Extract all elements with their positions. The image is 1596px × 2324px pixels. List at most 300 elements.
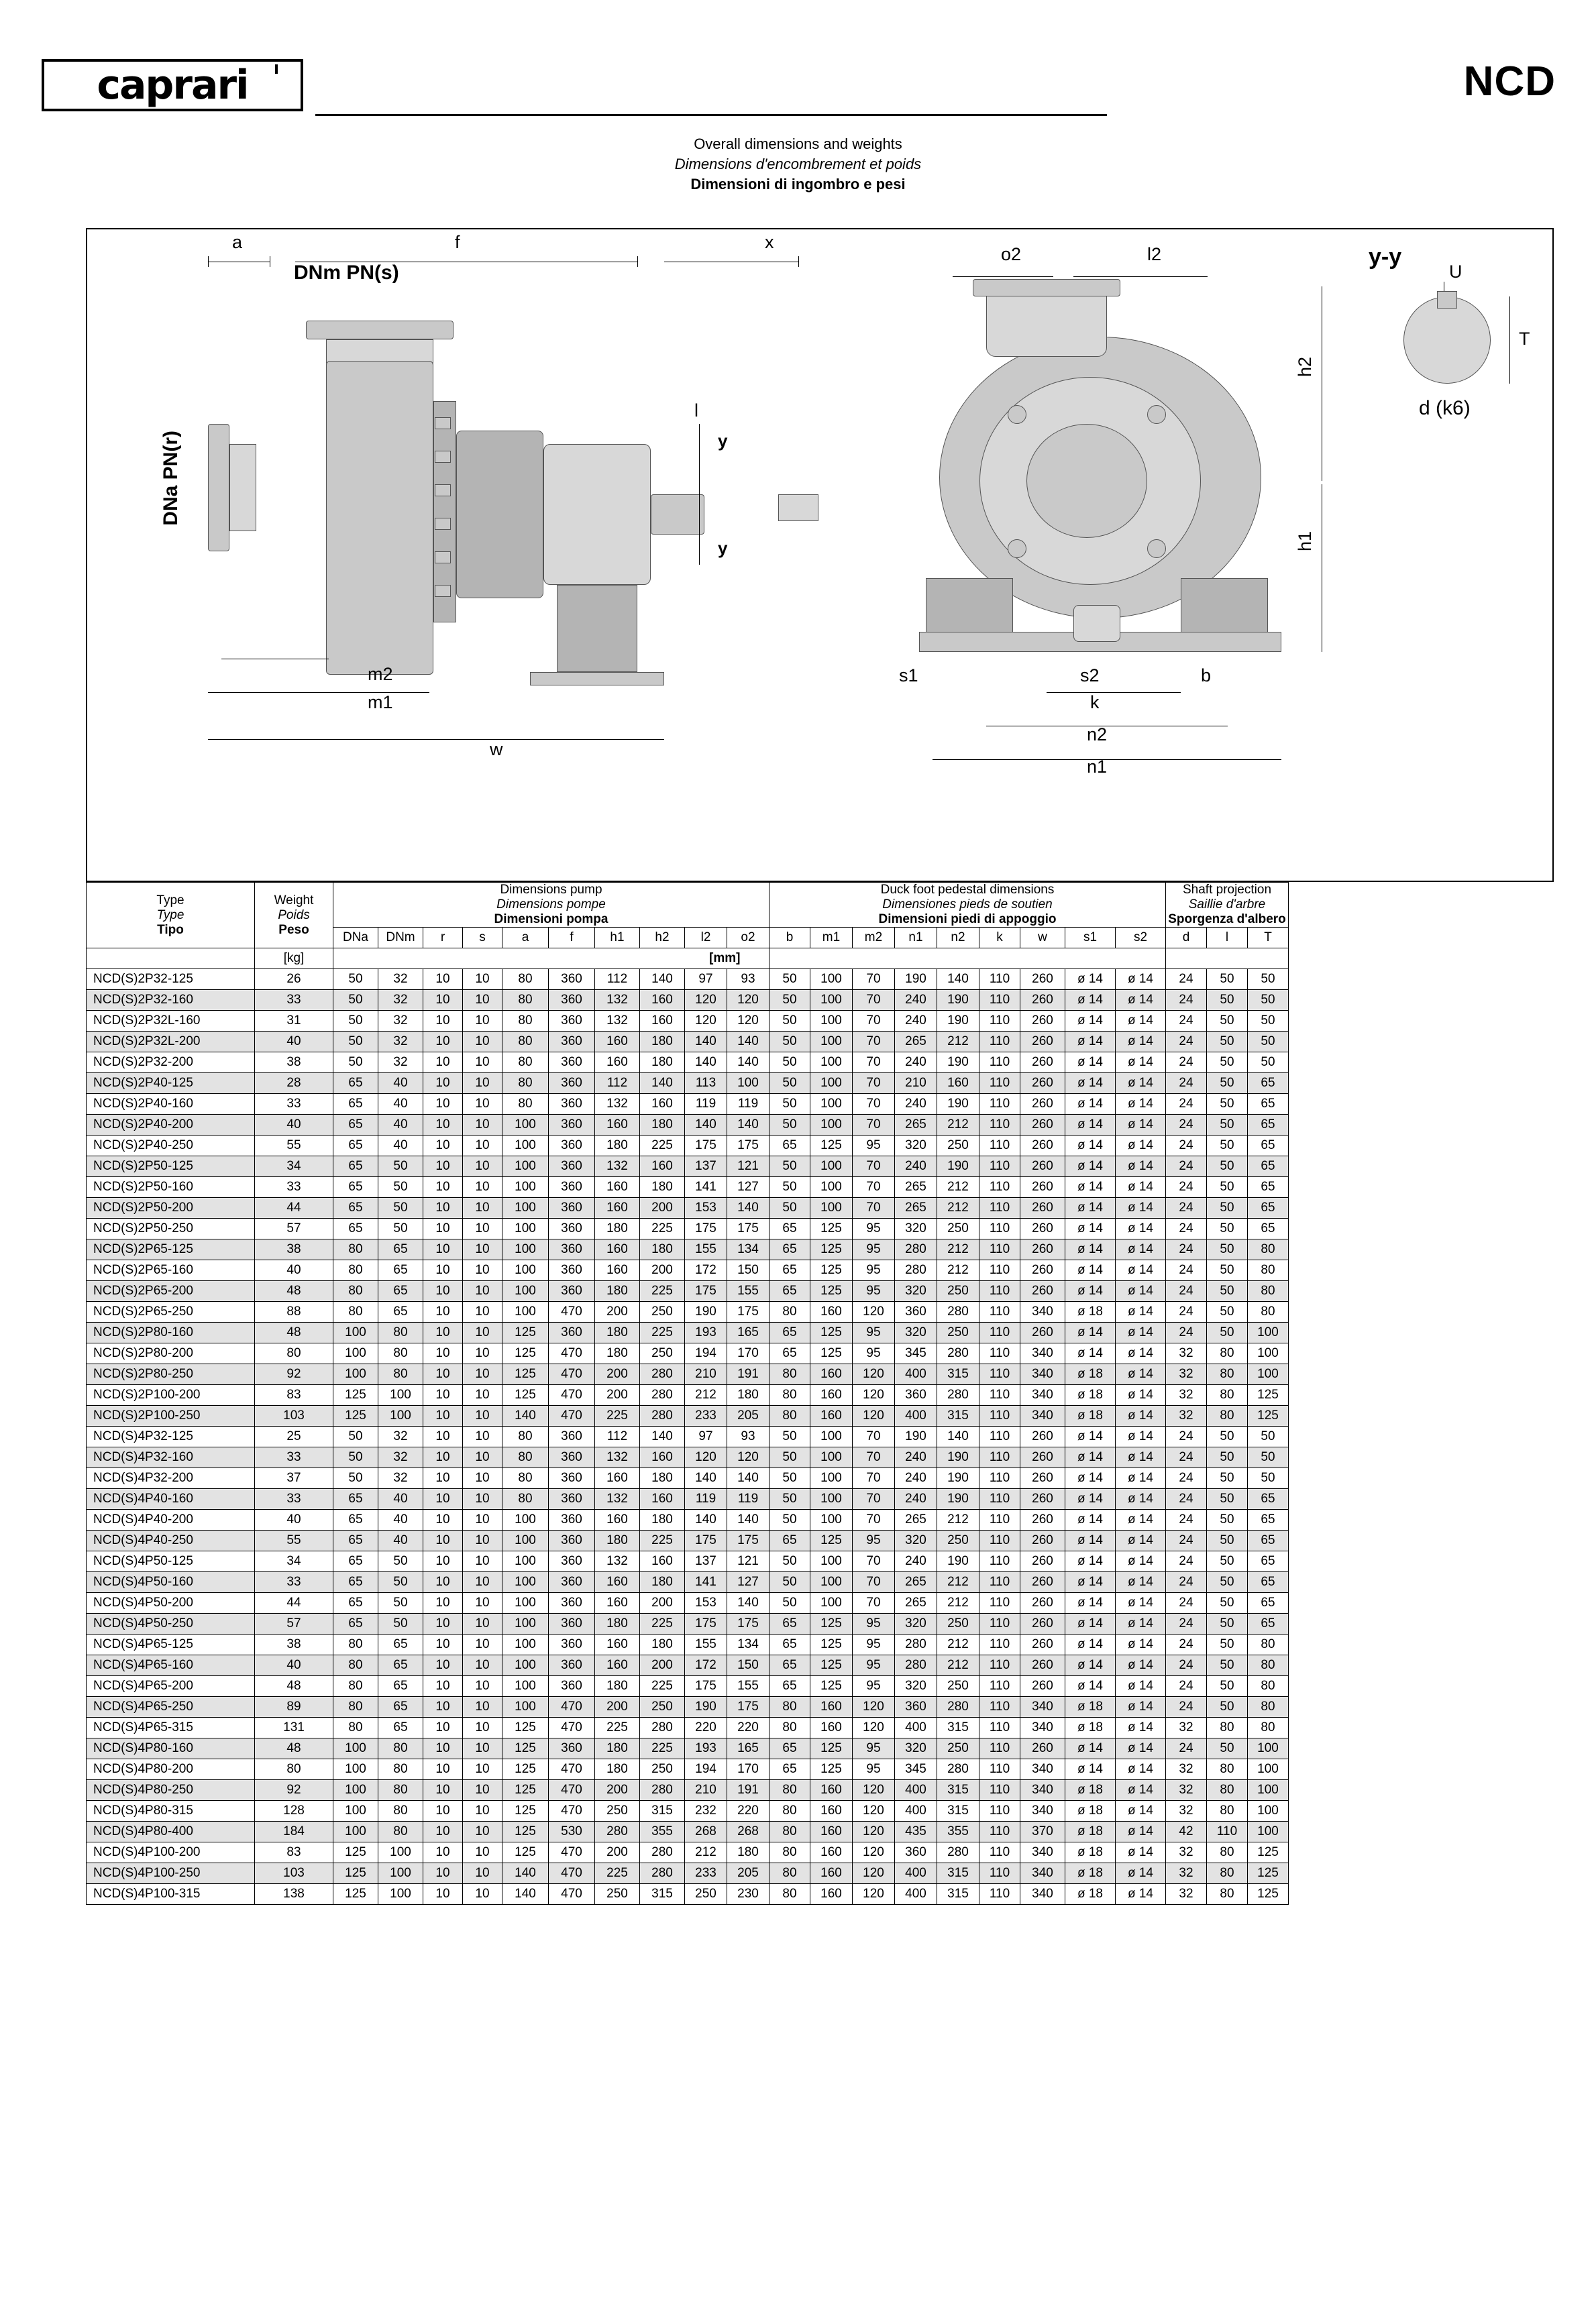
- cell-type: NCD(S)2P50-200: [87, 1198, 255, 1219]
- cell-m1: 160: [810, 1364, 853, 1385]
- table-row[interactable]: [87, 1738, 1289, 1759]
- cell-DNm: 65: [378, 1239, 423, 1260]
- cell-a: 125: [502, 1718, 549, 1738]
- cell-l2: 212: [685, 1842, 727, 1863]
- table-row[interactable]: [87, 1302, 1289, 1323]
- cell-r: 10: [423, 1281, 463, 1302]
- cell-o2: 134: [727, 1239, 769, 1260]
- table-row[interactable]: [87, 1177, 1289, 1198]
- cell-DNa: 65: [333, 1198, 378, 1219]
- cell-w: 260: [1020, 1738, 1065, 1759]
- cell-l2: 153: [685, 1198, 727, 1219]
- col-s1: s1: [1065, 928, 1116, 948]
- cell-b: 50: [769, 1073, 810, 1094]
- cell-weight: 33: [255, 1572, 333, 1593]
- cell-k: 110: [979, 1219, 1020, 1239]
- cell-DNa: 65: [333, 1531, 378, 1551]
- table-row[interactable]: [87, 1655, 1289, 1676]
- cell-m1: 160: [810, 1780, 853, 1801]
- cell-DNa: 80: [333, 1676, 378, 1697]
- cell-h2: 140: [640, 1073, 685, 1094]
- table-row[interactable]: [87, 1572, 1289, 1593]
- cell-w: 340: [1020, 1718, 1065, 1738]
- cell-l2: 119: [685, 1094, 727, 1115]
- cell-weight: 38: [255, 1635, 333, 1655]
- cell-d: 24: [1166, 1655, 1207, 1676]
- cell-r: 10: [423, 1738, 463, 1759]
- cell-s: 10: [463, 1385, 502, 1406]
- cell-r: 10: [423, 1759, 463, 1780]
- cell-o2: 134: [727, 1635, 769, 1655]
- cell-d: 24: [1166, 990, 1207, 1011]
- cell-type: NCD(S)4P80-160: [87, 1738, 255, 1759]
- bolt: [435, 484, 451, 496]
- cell-h1: 132: [595, 1489, 640, 1510]
- table-row[interactable]: [87, 1593, 1289, 1614]
- cell-s1: ø 14: [1065, 1052, 1116, 1073]
- cell-w: 260: [1020, 1073, 1065, 1094]
- table-row[interactable]: [87, 1052, 1289, 1073]
- cell-T: 50: [1248, 1468, 1289, 1489]
- cell-o2: 170: [727, 1343, 769, 1364]
- cell-s1: ø 14: [1065, 1614, 1116, 1635]
- table-row[interactable]: [87, 1676, 1289, 1697]
- cell-n1: 190: [895, 1427, 937, 1447]
- cell-h1: 112: [595, 1073, 640, 1094]
- cell-r: 10: [423, 990, 463, 1011]
- cell-a: 125: [502, 1801, 549, 1822]
- table-row[interactable]: [87, 1219, 1289, 1239]
- cell-n1: 400: [895, 1406, 937, 1427]
- cell-T: 100: [1248, 1759, 1289, 1780]
- cell-a: 80: [502, 1032, 549, 1052]
- cell-DNa: 65: [333, 1551, 378, 1572]
- table-row[interactable]: [87, 990, 1289, 1011]
- cell-b: 50: [769, 1177, 810, 1198]
- cell-o2: 119: [727, 1094, 769, 1115]
- cell-k: 110: [979, 1052, 1020, 1073]
- table-row[interactable]: [87, 1198, 1289, 1219]
- cell-d: 24: [1166, 1032, 1207, 1052]
- table-row[interactable]: [87, 1863, 1289, 1884]
- cell-n2: 212: [937, 1572, 979, 1593]
- table-row[interactable]: [87, 1073, 1289, 1094]
- section-line: [699, 424, 700, 565]
- cell-h2: 315: [640, 1801, 685, 1822]
- shaft-section: [1403, 296, 1491, 384]
- cell-s2: ø 14: [1116, 990, 1166, 1011]
- cell-DNa: 80: [333, 1635, 378, 1655]
- label-l: l: [694, 400, 698, 421]
- cell-b: 80: [769, 1801, 810, 1822]
- lantern-bracket: [456, 431, 543, 598]
- cell-d: 24: [1166, 1239, 1207, 1260]
- cell-weight: 44: [255, 1593, 333, 1614]
- table-row[interactable]: [87, 1780, 1289, 1801]
- table-row[interactable]: [87, 1759, 1289, 1780]
- cell-w: 260: [1020, 1115, 1065, 1136]
- cell-s2: ø 14: [1116, 1177, 1166, 1198]
- cell-l2: 140: [685, 1510, 727, 1531]
- table-row[interactable]: [87, 1697, 1289, 1718]
- cell-f: 360: [549, 1136, 595, 1156]
- cell-m2: 95: [853, 1635, 895, 1655]
- cell-k: 110: [979, 1614, 1020, 1635]
- pump-casing: [326, 361, 433, 675]
- cell-o2: 150: [727, 1260, 769, 1281]
- cell-type: NCD(S)4P65-200: [87, 1676, 255, 1697]
- cell-k: 110: [979, 1343, 1020, 1364]
- cell-h1: 250: [595, 1884, 640, 1905]
- cell-T: 50: [1248, 1447, 1289, 1468]
- cell-s: 10: [463, 1489, 502, 1510]
- cell-m2: 95: [853, 1343, 895, 1364]
- cell-b: 65: [769, 1219, 810, 1239]
- cell-weight: 33: [255, 990, 333, 1011]
- cell-k: 110: [979, 1323, 1020, 1343]
- cell-a: 100: [502, 1281, 549, 1302]
- cell-s2: ø 14: [1116, 1447, 1166, 1468]
- cell-DNm: 32: [378, 1052, 423, 1073]
- cell-r: 10: [423, 1011, 463, 1032]
- cell-DNm: 40: [378, 1510, 423, 1531]
- cell-a: 100: [502, 1219, 549, 1239]
- cell-n2: 212: [937, 1635, 979, 1655]
- cell-DNa: 125: [333, 1884, 378, 1905]
- cell-h2: 225: [640, 1738, 685, 1759]
- cell-a: 100: [502, 1551, 549, 1572]
- cell-d: 24: [1166, 1697, 1207, 1718]
- cell-b: 65: [769, 1635, 810, 1655]
- table-row[interactable]: [87, 1011, 1289, 1032]
- table-row[interactable]: [87, 1718, 1289, 1738]
- cell-r: 10: [423, 1468, 463, 1489]
- cell-f: 360: [549, 1614, 595, 1635]
- cell-w: 260: [1020, 1323, 1065, 1343]
- cell-n1: 320: [895, 1738, 937, 1759]
- table-row[interactable]: [87, 1406, 1289, 1427]
- cell-m2: 120: [853, 1385, 895, 1406]
- col-T: T: [1248, 928, 1289, 948]
- cell-h2: 280: [640, 1385, 685, 1406]
- header-foot-en: Duck foot pedestal dimensions: [880, 883, 1055, 897]
- cell-s2: ø 14: [1116, 1385, 1166, 1406]
- cell-k: 110: [979, 1489, 1020, 1510]
- cell-m2: 120: [853, 1697, 895, 1718]
- cell-a: 125: [502, 1343, 549, 1364]
- cell-a: 125: [502, 1842, 549, 1863]
- table-row[interactable]: [87, 1551, 1289, 1572]
- cell-s2: ø 14: [1116, 1863, 1166, 1884]
- cell-s2: ø 14: [1116, 1156, 1166, 1177]
- col-w: w: [1020, 928, 1065, 948]
- cell-h2: 250: [640, 1343, 685, 1364]
- table-row[interactable]: [87, 1614, 1289, 1635]
- col-l: l: [1207, 928, 1248, 948]
- cell-h2: 250: [640, 1697, 685, 1718]
- cell-s: 10: [463, 969, 502, 990]
- cell-k: 110: [979, 1281, 1020, 1302]
- cell-m2: 70: [853, 1011, 895, 1032]
- label-u: U: [1449, 262, 1462, 282]
- cell-o2: 175: [727, 1614, 769, 1635]
- cell-o2: 140: [727, 1115, 769, 1136]
- cell-l2: 193: [685, 1738, 727, 1759]
- cell-h1: 160: [595, 1260, 640, 1281]
- table-row[interactable]: [87, 1385, 1289, 1406]
- header-pump-it: Dimensioni pompa: [494, 912, 608, 926]
- cell-l: 80: [1207, 1780, 1248, 1801]
- cell-k: 110: [979, 1738, 1020, 1759]
- cell-s: 10: [463, 1593, 502, 1614]
- cell-b: 65: [769, 1343, 810, 1364]
- table-row[interactable]: [87, 1156, 1289, 1177]
- cell-r: 10: [423, 1385, 463, 1406]
- header-weight-it: Peso: [278, 922, 309, 937]
- cell-s1: ø 14: [1065, 1759, 1116, 1780]
- cell-l2: 140: [685, 1052, 727, 1073]
- cell-weight: 103: [255, 1863, 333, 1884]
- table-row[interactable]: [87, 1884, 1289, 1905]
- cell-r: 10: [423, 1593, 463, 1614]
- cell-f: 360: [549, 1738, 595, 1759]
- cell-T: 65: [1248, 1177, 1289, 1198]
- cell-s1: ø 18: [1065, 1822, 1116, 1842]
- cell-s1: ø 14: [1065, 1073, 1116, 1094]
- cell-h2: 180: [640, 1635, 685, 1655]
- cell-s2: ø 14: [1116, 1531, 1166, 1551]
- cell-n1: 265: [895, 1593, 937, 1614]
- table-row[interactable]: [87, 1822, 1289, 1842]
- cell-weight: 33: [255, 1094, 333, 1115]
- cell-n2: 280: [937, 1385, 979, 1406]
- cell-type: NCD(S)2P32-125: [87, 969, 255, 990]
- cell-s: 10: [463, 1260, 502, 1281]
- cell-b: 80: [769, 1302, 810, 1323]
- cell-s1: ø 14: [1065, 1510, 1116, 1531]
- cell-f: 360: [549, 1260, 595, 1281]
- table-row[interactable]: [87, 1343, 1289, 1364]
- cell-h1: 112: [595, 1427, 640, 1447]
- cell-T: 50: [1248, 1052, 1289, 1073]
- cell-s2: ø 14: [1116, 1738, 1166, 1759]
- cell-s2: ø 14: [1116, 1073, 1166, 1094]
- header-type-en: Type: [156, 893, 184, 907]
- cell-s2: ø 14: [1116, 1635, 1166, 1655]
- cell-l: 50: [1207, 1260, 1248, 1281]
- table-row[interactable]: [87, 1364, 1289, 1385]
- cell-a: 100: [502, 1198, 549, 1219]
- cell-s1: ø 14: [1065, 1115, 1116, 1136]
- cell-w: 340: [1020, 1863, 1065, 1884]
- cell-s: 10: [463, 1239, 502, 1260]
- table-row[interactable]: [87, 1115, 1289, 1136]
- col-h2: h2: [640, 928, 685, 948]
- cell-DNa: 65: [333, 1489, 378, 1510]
- label-s2: s2: [1080, 665, 1100, 685]
- cell-n2: 212: [937, 1198, 979, 1219]
- cell-o2: 205: [727, 1863, 769, 1884]
- cell-s: 10: [463, 1032, 502, 1052]
- cell-m1: 160: [810, 1863, 853, 1884]
- cell-l2: 97: [685, 969, 727, 990]
- cell-s2: ø 14: [1116, 1198, 1166, 1219]
- cell-m1: 160: [810, 1385, 853, 1406]
- table-row[interactable]: [87, 1239, 1289, 1260]
- cell-b: 50: [769, 969, 810, 990]
- cell-DNm: 65: [378, 1281, 423, 1302]
- cell-s: 10: [463, 1115, 502, 1136]
- cell-weight: 33: [255, 1447, 333, 1468]
- col-n1: n1: [895, 928, 937, 948]
- cell-f: 470: [549, 1801, 595, 1822]
- label-n1: n1: [1087, 757, 1108, 777]
- cell-h1: 132: [595, 1094, 640, 1115]
- cell-T: 125: [1248, 1385, 1289, 1406]
- cell-h2: 225: [640, 1219, 685, 1239]
- cell-k: 110: [979, 1136, 1020, 1156]
- cell-weight: 40: [255, 1260, 333, 1281]
- cell-m2: 70: [853, 1073, 895, 1094]
- cell-a: 140: [502, 1863, 549, 1884]
- cell-l2: 172: [685, 1655, 727, 1676]
- table-row[interactable]: [87, 1468, 1289, 1489]
- cell-s1: ø 14: [1065, 1239, 1116, 1260]
- cell-m1: 100: [810, 1032, 853, 1052]
- table-row[interactable]: [87, 1323, 1289, 1343]
- cell-k: 110: [979, 1780, 1020, 1801]
- cell-DNa: 125: [333, 1863, 378, 1884]
- table-row[interactable]: [87, 1427, 1289, 1447]
- cell-f: 470: [549, 1697, 595, 1718]
- cell-DNa: 80: [333, 1655, 378, 1676]
- table-row[interactable]: [87, 1260, 1289, 1281]
- col-r: r: [423, 928, 463, 948]
- cell-type: NCD(S)4P100-315: [87, 1884, 255, 1905]
- table-row[interactable]: [87, 1842, 1289, 1863]
- cell-l: 80: [1207, 1884, 1248, 1905]
- cell-a: 125: [502, 1759, 549, 1780]
- cell-b: 65: [769, 1531, 810, 1551]
- cell-DNm: 65: [378, 1718, 423, 1738]
- cell-b: 50: [769, 1510, 810, 1531]
- cell-weight: 40: [255, 1115, 333, 1136]
- label-h2: h2: [1295, 357, 1315, 378]
- cell-m2: 120: [853, 1364, 895, 1385]
- table-row[interactable]: [87, 1801, 1289, 1822]
- cell-m1: 125: [810, 1614, 853, 1635]
- col-h1: h1: [595, 928, 640, 948]
- table-row[interactable]: [87, 1531, 1289, 1551]
- col-DNa: DNa: [333, 928, 378, 948]
- cell-type: NCD(S)2P32L-200: [87, 1032, 255, 1052]
- series-title: NCD: [1463, 58, 1556, 105]
- cell-type: NCD(S)4P40-160: [87, 1489, 255, 1510]
- cell-n2: 315: [937, 1884, 979, 1905]
- cell-DNa: 65: [333, 1136, 378, 1156]
- table-row[interactable]: [87, 1281, 1289, 1302]
- cell-m2: 120: [853, 1718, 895, 1738]
- cell-h1: 160: [595, 1635, 640, 1655]
- cell-a: 80: [502, 1073, 549, 1094]
- table-row[interactable]: [87, 1489, 1289, 1510]
- cell-w: 260: [1020, 1052, 1065, 1073]
- cell-type: NCD(S)4P100-250: [87, 1863, 255, 1884]
- unit-type-blank: [87, 948, 255, 969]
- cell-h2: 225: [640, 1676, 685, 1697]
- cell-s: 10: [463, 1094, 502, 1115]
- cell-k: 110: [979, 1884, 1020, 1905]
- cell-s: 10: [463, 1447, 502, 1468]
- cell-b: 80: [769, 1406, 810, 1427]
- cell-w: 340: [1020, 1302, 1065, 1323]
- cell-n2: 315: [937, 1863, 979, 1884]
- table-row[interactable]: [87, 1136, 1289, 1156]
- cell-DNm: 65: [378, 1302, 423, 1323]
- cell-d: 24: [1166, 1468, 1207, 1489]
- cell-l2: 175: [685, 1136, 727, 1156]
- cell-T: 100: [1248, 1822, 1289, 1842]
- cell-T: 100: [1248, 1323, 1289, 1343]
- cell-weight: 128: [255, 1801, 333, 1822]
- cell-l2: 140: [685, 1115, 727, 1136]
- cell-h1: 160: [595, 1198, 640, 1219]
- cell-a: 125: [502, 1385, 549, 1406]
- cell-T: 65: [1248, 1614, 1289, 1635]
- cell-a: 125: [502, 1738, 549, 1759]
- label-b: b: [1201, 665, 1212, 685]
- cell-l: 50: [1207, 1198, 1248, 1219]
- table-row[interactable]: [87, 1094, 1289, 1115]
- cell-b: 80: [769, 1385, 810, 1406]
- cell-k: 110: [979, 1239, 1020, 1260]
- cell-l2: 120: [685, 990, 727, 1011]
- table-row[interactable]: [87, 1447, 1289, 1468]
- table-row[interactable]: [87, 1635, 1289, 1655]
- cell-weight: 83: [255, 1842, 333, 1863]
- cell-h1: 180: [595, 1323, 640, 1343]
- cell-m1: 100: [810, 1427, 853, 1447]
- cell-DNa: 80: [333, 1697, 378, 1718]
- table-row[interactable]: [87, 1032, 1289, 1052]
- table-row[interactable]: [87, 1510, 1289, 1531]
- table-row[interactable]: [87, 969, 1289, 990]
- cell-o2: 140: [727, 1052, 769, 1073]
- cell-m2: 95: [853, 1676, 895, 1697]
- cell-o2: 119: [727, 1489, 769, 1510]
- header-pump-en: Dimensions pump: [500, 883, 602, 897]
- cell-s2: ø 14: [1116, 1052, 1166, 1073]
- cell-r: 10: [423, 1343, 463, 1364]
- cell-h2: 160: [640, 1094, 685, 1115]
- cell-h1: 160: [595, 1510, 640, 1531]
- cell-d: 24: [1166, 1094, 1207, 1115]
- cell-T: 50: [1248, 1032, 1289, 1052]
- cell-DNm: 65: [378, 1655, 423, 1676]
- cell-m1: 100: [810, 1094, 853, 1115]
- cell-l2: 190: [685, 1302, 727, 1323]
- cell-DNa: 50: [333, 990, 378, 1011]
- cell-f: 360: [549, 1156, 595, 1177]
- cell-weight: 92: [255, 1364, 333, 1385]
- cell-n1: 210: [895, 1073, 937, 1094]
- cell-d: 24: [1166, 1593, 1207, 1614]
- cell-k: 110: [979, 1427, 1020, 1447]
- cell-f: 360: [549, 1073, 595, 1094]
- cell-m2: 70: [853, 1510, 895, 1531]
- cell-w: 260: [1020, 1510, 1065, 1531]
- cell-h1: 200: [595, 1842, 640, 1863]
